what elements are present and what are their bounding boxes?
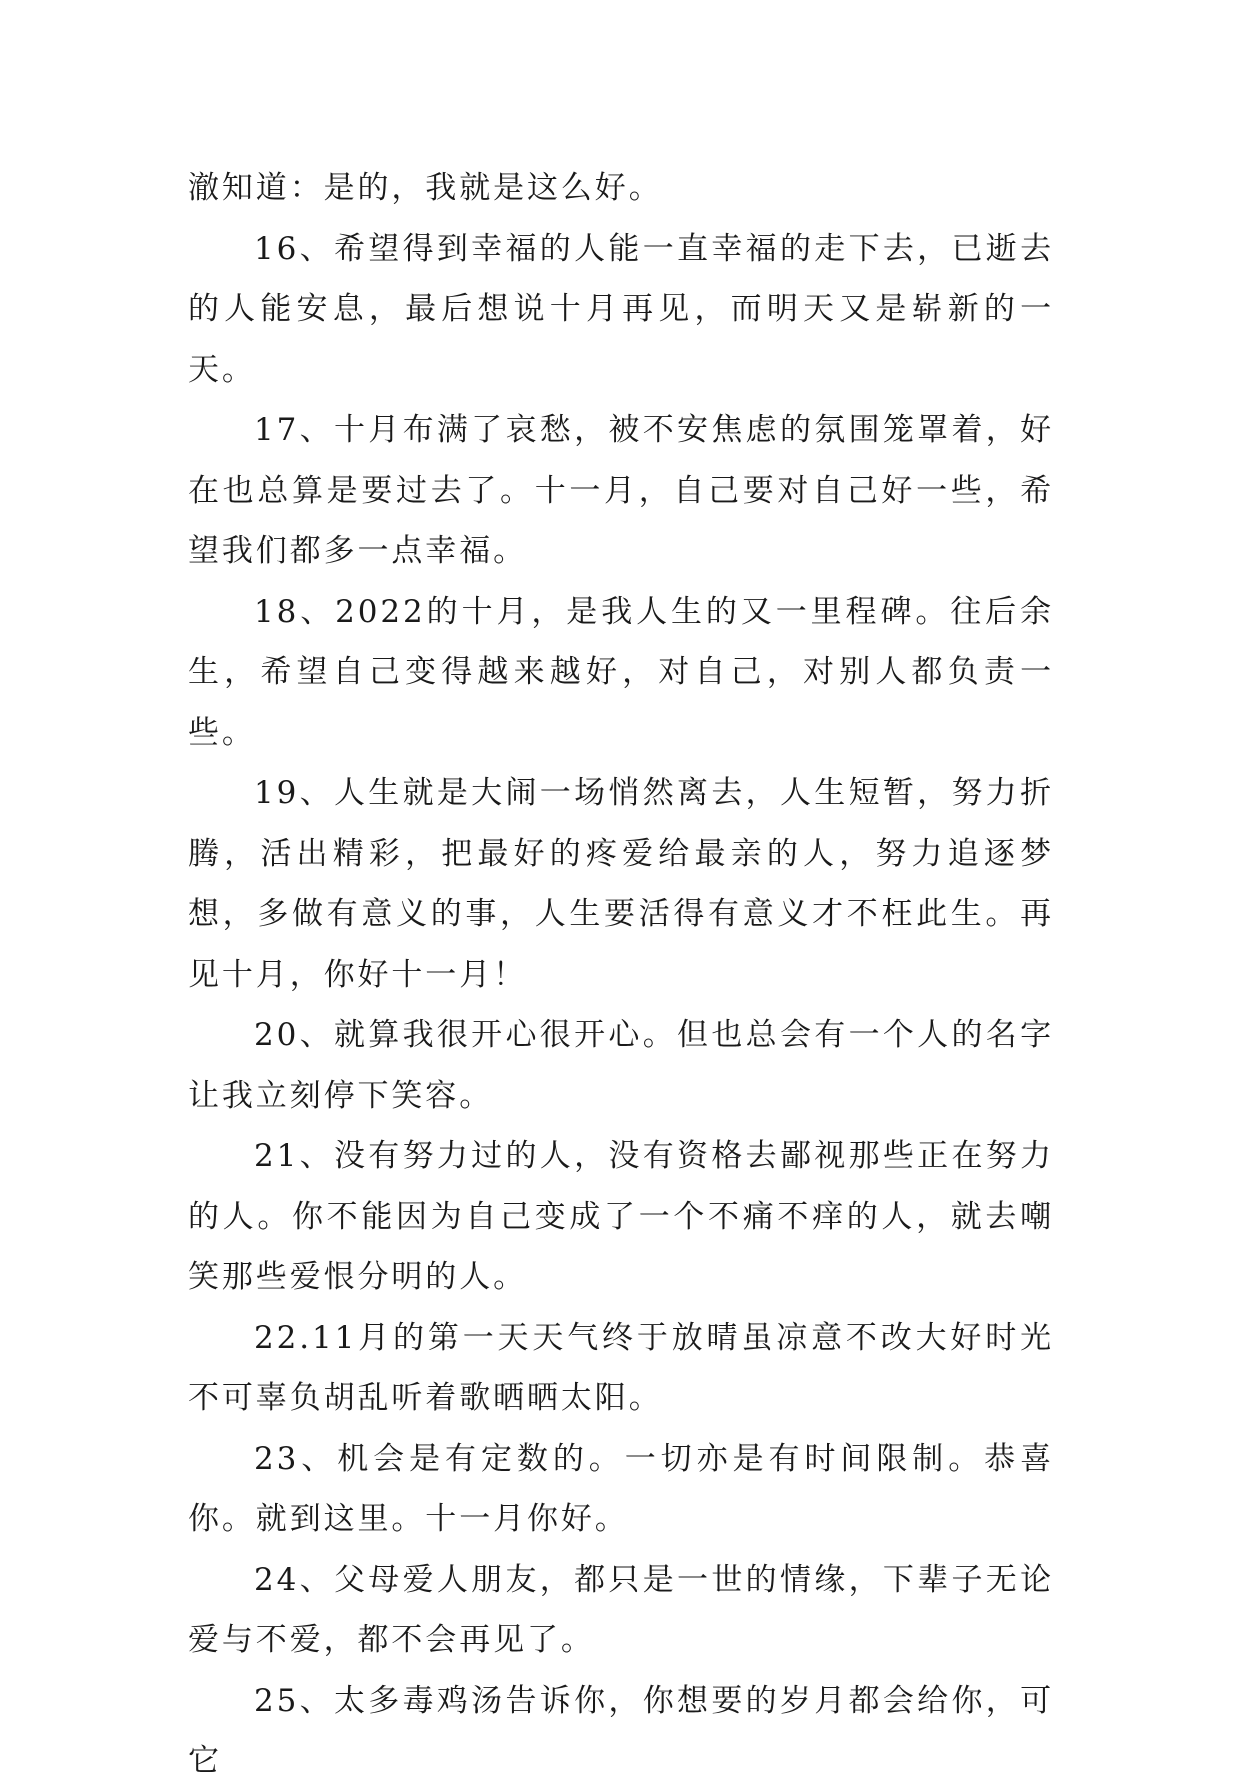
paragraph-18: 18、2022的十月，是我人生的又一里程碑。往后余生，希望自己变得越来越好，对自己，对别人都负责一些。 [188,593,1054,751]
paragraph-16: 16、希望得到幸福的人能一直幸福的走下去，已逝去的人能安息，最后想说十月再见，而明天又是崭新的一天。 [188,230,1054,388]
paragraph-22: 22.11月的第一天天气终于放晴虽凉意不改大好时光不可辜负胡乱听着歌晒晒太阳。 [188,1319,1054,1416]
paragraph-21: 21、没有努力过的人，没有资格去鄙视那些正在努力的人。你不能因为自己变成了一个不痛不痒的人，就去嘲笑那些爱恨分明的人。 [188,1138,1054,1295]
paragraph-17: 17、十月布满了哀愁，被不安焦虑的氛围笼罩着，好在也总算是要过去了。十一月，自己要对自己好一些，希望我们都多一点幸福。 [188,412,1054,569]
paragraph-continuation: 澈知道：是的，我就是这么好。 [188,170,663,206]
document-body [188,158,1054,1792]
paragraph-24: 24、父母爱人朋友，都只是一世的情缘，下辈子无论爱与不爱，都不会再见了。 [188,1561,1054,1658]
paragraph-23: 23、机会是有定数的。一切亦是有时间限制。恭喜你。就到这里。十一月你好。 [188,1440,1054,1537]
paragraph-20: 20、就算我很开心很开心。但也总会有一个人的名字让我立刻停下笑容。 [188,1017,1054,1114]
paragraph-25: 25、太多毒鸡汤告诉你，你想要的岁月都会给你，可它 [188,1682,1054,1779]
paragraph-19: 19、人生就是大闹一场悄然离去，人生短暂，努力折腾，活出精彩，把最好的疼爱给最亲的人，努力追逐梦想，多做有意义的事，人生要活得有意义才不枉此生。再见十月，你好十一月！ [188,775,1054,993]
